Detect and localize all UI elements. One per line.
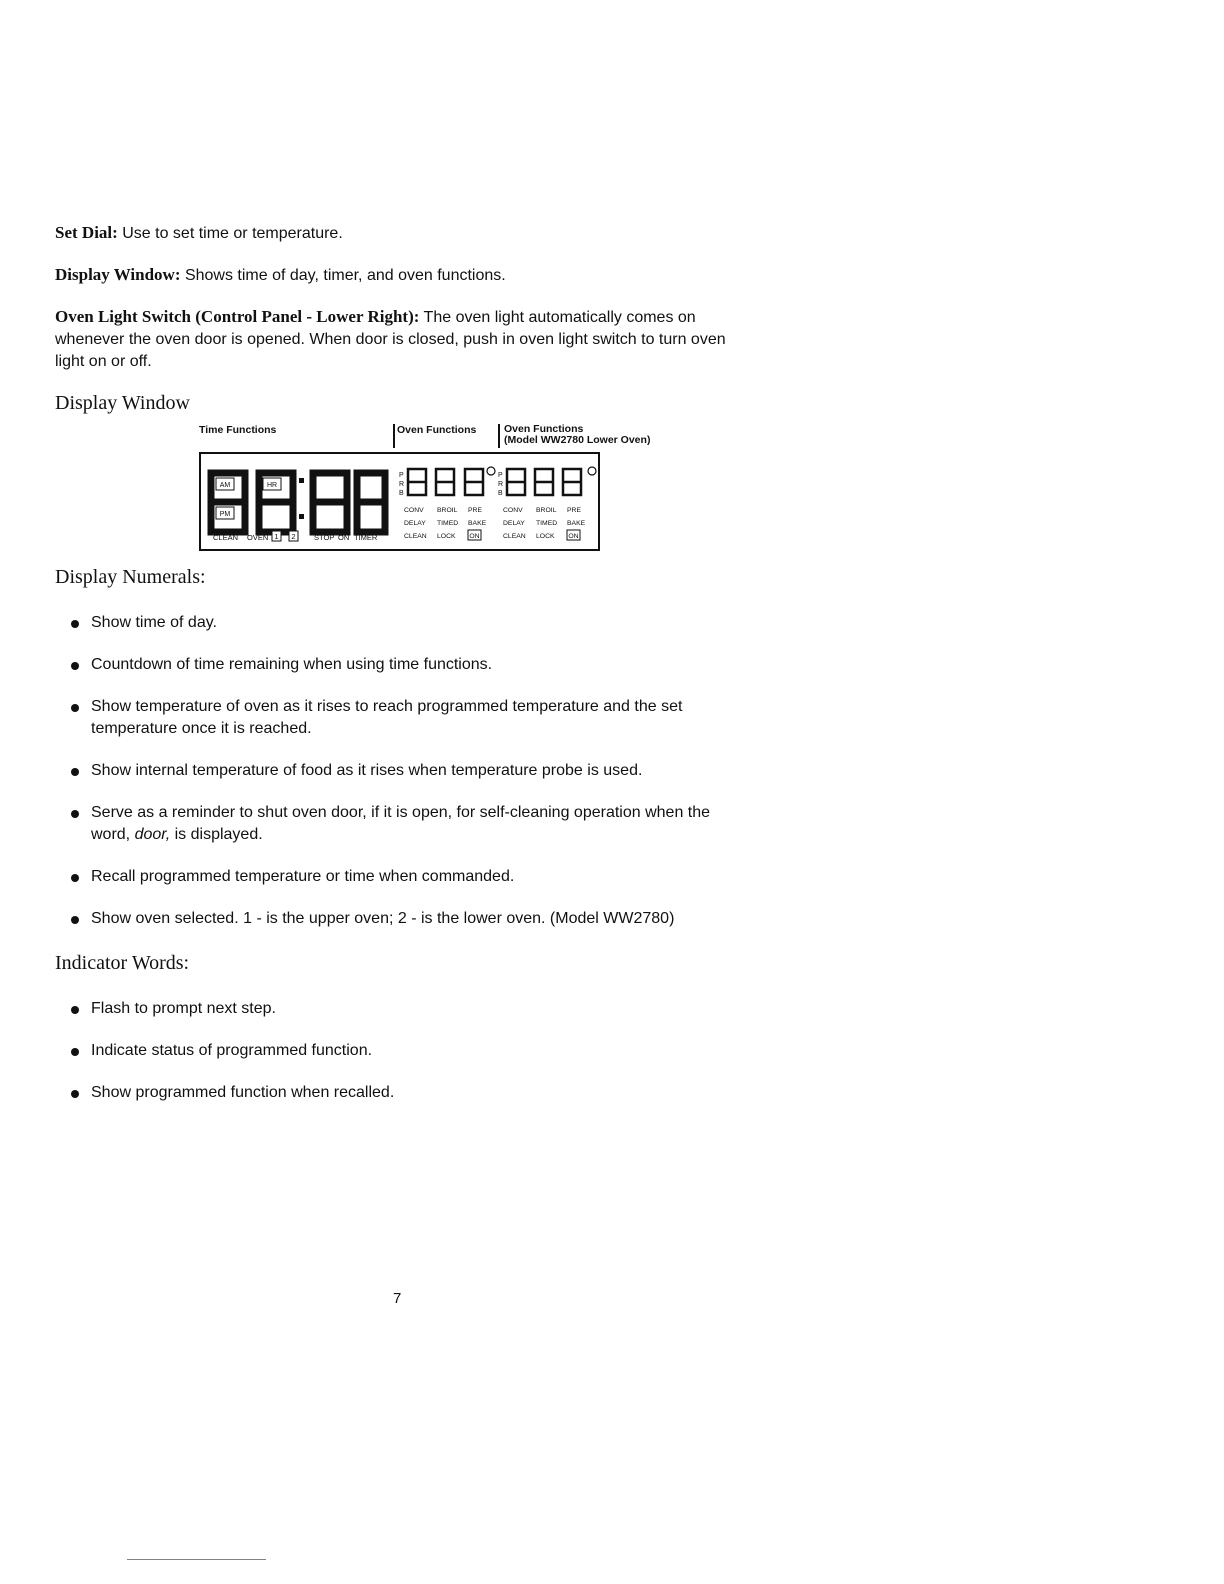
upper-broil: BROIL — [437, 507, 458, 514]
probe-letter-b: B — [399, 490, 404, 497]
colon-dot-bottom — [299, 514, 304, 519]
bullet-icon — [71, 1048, 79, 1056]
upper-delay: DELAY — [404, 520, 426, 527]
digit-minute-ones — [357, 473, 385, 532]
display-window-illustration — [199, 452, 600, 551]
page-number: 7 — [393, 1290, 402, 1307]
upper-lock: LOCK — [437, 533, 456, 540]
lower-conv: CONV — [503, 507, 523, 514]
lower-degree-icon — [588, 467, 596, 475]
display-numerals-list — [60, 612, 750, 930]
upper-on: ON — [469, 533, 480, 540]
list-item: Show temperature of oven as it rises to reach programmed temperature and the set temperature once it is reached. — [60, 696, 750, 740]
lower-lock: LOCK — [536, 533, 555, 540]
list-item: Show oven selected. 1 - is the upper oven; 2 - is the lower oven. (Model WW2780) — [60, 908, 750, 930]
set-dial-term: Set Dial: — [55, 223, 118, 242]
bullet-icon — [71, 1090, 79, 1098]
colon-dot-top — [299, 478, 304, 483]
list-item: Recall programmed temperature or time when commanded. — [60, 866, 750, 888]
lower-bake: BAKE — [567, 520, 586, 527]
bullet-icon — [71, 704, 79, 712]
list-item: Indicate status of programmed function. — [60, 1040, 750, 1062]
bullet-icon — [71, 1006, 79, 1014]
lower-timed: TIMED — [536, 520, 558, 527]
upper-pre: PRE — [468, 507, 482, 514]
probe-letter-p: P — [498, 472, 503, 479]
probe-letter-r: R — [399, 481, 405, 488]
list-item: Countdown of time remaining when using time functions. — [60, 654, 750, 676]
oven-light-term: Oven Light Switch (Control Panel - Lower Right): — [55, 307, 420, 326]
pm-indicator: PM — [219, 511, 231, 518]
oven-light-paragraph — [55, 306, 745, 373]
list-item: Show programmed function when recalled. — [60, 1082, 750, 1104]
upper-timed: TIMED — [437, 520, 459, 527]
list-item: Serve as a reminder to shut oven door, if it is open, for self-cleaning operation when the word, door, is displayed. — [60, 802, 750, 846]
indicator-words-list — [60, 998, 750, 1104]
oven-light-text: The oven light automatically comes on whenever the oven door is opened. When door is closed, push in oven light switch to turn oven light on or off. — [55, 309, 726, 370]
lower-clean: CLEAN — [503, 533, 526, 540]
on-indicator: ON — [338, 533, 350, 542]
lower-oven-digits — [507, 469, 581, 495]
clean-indicator: CLEAN — [213, 533, 239, 542]
upper-bake: BAKE — [468, 520, 487, 527]
oven-indicator: OVEN — [247, 533, 269, 542]
bullet-icon — [71, 768, 79, 776]
upper-clean: CLEAN — [404, 533, 427, 540]
list-item: Show internal temperature of food as it rises when temperature probe is used. — [60, 760, 750, 782]
label-divider — [498, 424, 500, 448]
set-dial-paragraph — [55, 222, 745, 245]
oven-2-indicator: 2 — [291, 532, 296, 541]
time-digits — [211, 473, 385, 532]
probe-letter-b: B — [498, 490, 503, 497]
probe-letter-r: R — [498, 481, 504, 488]
set-dial-text: Use to set time or temperature. — [117, 225, 343, 242]
oven-functions-lower-label: Oven Functions — [504, 423, 584, 435]
lower-pre: PRE — [567, 507, 581, 514]
lower-broil: BROIL — [536, 507, 557, 514]
display-window-term: Display Window: — [55, 265, 181, 284]
bullet-icon — [71, 874, 79, 882]
upper-oven-digits — [408, 469, 483, 495]
display-window-text: Shows time of day, timer, and oven functions. — [180, 267, 506, 284]
upper-conv: CONV — [404, 507, 424, 514]
lower-delay: DELAY — [503, 520, 525, 527]
probe-letter-p: P — [399, 472, 404, 479]
hr-indicator: HR — [266, 482, 278, 489]
lower-on: ON — [568, 533, 579, 540]
indicator-words-heading: Indicator Words: — [55, 952, 190, 974]
model-lower-oven-label: (Model WW2780 Lower Oven) — [504, 434, 651, 446]
bullet-icon — [71, 916, 79, 924]
label-divider — [393, 424, 395, 448]
display-window-heading: Display Window — [55, 392, 190, 414]
stop-indicator: STOP — [314, 533, 335, 542]
oven-functions-label: Oven Functions — [397, 424, 477, 436]
bullet-icon — [71, 810, 79, 818]
digit-minute-tens — [313, 473, 347, 532]
am-indicator: AM — [219, 482, 231, 489]
time-functions-label: Time Functions — [199, 424, 277, 436]
display-numerals-heading: Display Numerals: — [55, 566, 206, 588]
upper-degree-icon — [487, 467, 495, 475]
timer-indicator: TIMER — [354, 533, 378, 542]
list-item: Show time of day. — [60, 612, 750, 634]
bullet-icon — [71, 662, 79, 670]
bullet-icon — [71, 620, 79, 628]
list-item: Flash to prompt next step. — [60, 998, 750, 1020]
door-word: door, — [134, 826, 171, 843]
oven-1-indicator: 1 — [274, 532, 279, 541]
footer-rule — [127, 1559, 266, 1560]
display-window-paragraph — [55, 264, 745, 287]
